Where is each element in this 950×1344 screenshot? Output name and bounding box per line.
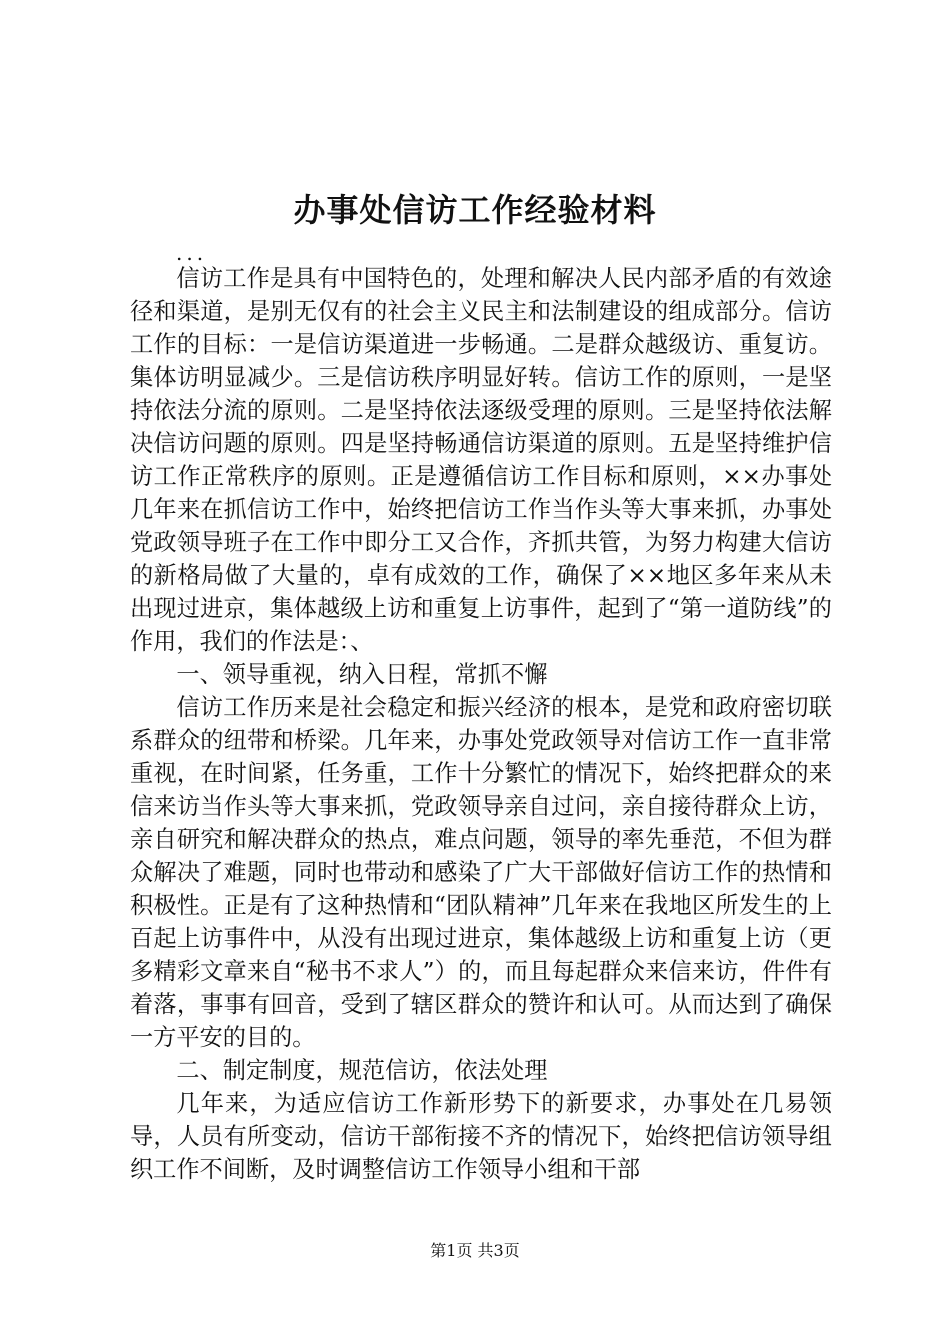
document-subtitle: ...: [176, 241, 208, 265]
section-heading: 一、领导重视，纳入日程，常抓不懈: [176, 661, 548, 688]
paragraph: 信访工作历来是社会稳定和振兴经济的根本，是党和政府密切联系群众的纽带和桥梁。几年来，办事处党政领导对信访工作一直非常重视，在时间紧，任务重，工作十分繁忙的情况下，始终把群众的来信来访当作头等大事来抓，党政领导亲自过问，亲自接待群众上访，亲自研究和解决群众的热点，难点问题，领导的率先垂范，不但为群众解决了难题，同时也带动和感染了广大干部做好信访工作的热情和积极性。正是有了这种热情和“团队精神”几年来在我地区所发生的上百起上访事件中，从没有出现过进京，集体越级上访和重复上访（更多精彩文章来自“秘书不求人”）的，而且每起群众来信来访，件件有着落，事事有回音，受到了辖区群众的赞许和认可。从而达到了确保一方平安的目的。: [130, 694, 832, 1051]
document-body: [130, 262, 832, 1186]
page-number-footer: 第1页 共3页: [430, 1241, 520, 1260]
paragraph: 信访工作是具有中国特色的，处理和解决人民内部矛盾的有效途径和渠道，是别无仅有的社会主义民主和法制建设的组成部分。信访工作的目标：一是信访渠道进一步畅通。二是群众越级访、重复访。集体访明显减少。三是信访秩序明显好转。信访工作的原则，一是坚持依法分流的原则。二是坚持依法逐级受理的原则。三是坚持依法解决信访问题的原则。四是坚持畅通信访渠道的原则。五是坚持维护信访工作正常秩序的原则。正是遵循信访工作目标和原则，××办事处几年来在抓信访工作中，始终把信访工作当作头等大事来抓，办事处党政领导班子在工作中即分工又合作，齐抓共管，为努力构建大信访的新格局做了大量的，卓有成效的工作，确保了××地区多年来从未出现过进京，集体越级上访和重复上访事件，起到了“第一道防线”的作用，我们的作法是：、: [130, 265, 832, 655]
paragraph: 几年来，为适应信访工作新形势下的新要求，办事处在几易领导，人员有所变动，信访干部衔接不齐的情况下，始终把信访领导组织工作不间断，及时调整信访工作领导小组和干部: [130, 1090, 832, 1183]
section-heading: 二、制定制度，规范信访，依法处理: [176, 1057, 548, 1084]
document-title: 办事处信访工作经验材料: [293, 191, 657, 229]
